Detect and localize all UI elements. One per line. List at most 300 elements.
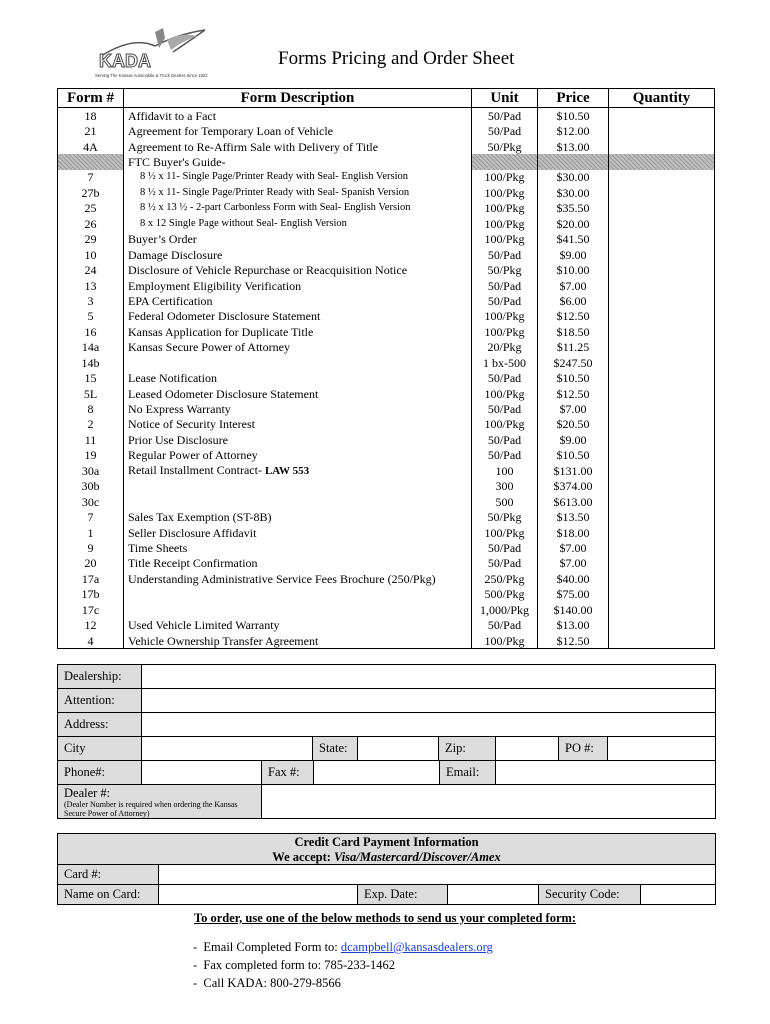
table-row — [58, 463, 715, 478]
table-row — [58, 247, 715, 262]
form-unit: 300 — [472, 479, 538, 494]
form-unit: 50/Pkg — [472, 509, 538, 524]
form-description — [124, 232, 472, 247]
form-description — [124, 170, 472, 185]
quantity-input[interactable] — [609, 247, 715, 262]
form-description — [124, 525, 472, 540]
form-price: $13.50 — [538, 509, 609, 524]
table-row — [58, 448, 715, 463]
quantity-input[interactable] — [609, 479, 715, 494]
form-number: 7 — [87, 510, 94, 525]
form-price — [538, 154, 609, 169]
form-number: 25 — [84, 201, 97, 216]
form-unit: 50/Pad — [472, 401, 538, 416]
form-description — [124, 216, 472, 231]
form-unit: 100/Pkg — [472, 386, 538, 401]
form-description-text: EPA Certification — [128, 293, 213, 308]
form-number: 11 — [84, 432, 97, 447]
quantity-input[interactable] — [609, 556, 715, 571]
form-price: $6.00 — [538, 293, 609, 308]
fax-input[interactable] — [313, 761, 439, 784]
form-description-text: Federal Odometer Disclosure Statement — [128, 309, 321, 324]
form-unit: 100/Pkg — [472, 417, 538, 432]
card-number-row — [58, 865, 715, 885]
table-row — [58, 370, 715, 385]
form-description-text: Understanding Administrative Service Fees Brochure (250/Pkg) — [128, 571, 436, 586]
security-code-input[interactable] — [640, 885, 715, 904]
header-form-number: Form # — [58, 89, 124, 108]
form-price: $12.50 — [538, 633, 609, 649]
form-description — [124, 293, 472, 308]
table-row — [58, 201, 715, 216]
form-unit: 50/Pad — [472, 432, 538, 447]
form-number: 14a — [81, 340, 100, 355]
form-price: $13.00 — [538, 617, 609, 632]
credit-card-form — [57, 833, 716, 905]
form-price: $20.00 — [538, 216, 609, 231]
table-row — [58, 494, 715, 509]
table-row — [58, 170, 715, 185]
form-unit: 100/Pkg — [472, 232, 538, 247]
city-label: City — [58, 737, 141, 760]
form-price: $18.00 — [538, 525, 609, 540]
header-form-description: Form Description — [124, 89, 472, 108]
form-description-text: Sales Tax Exemption (ST-8B) — [128, 510, 272, 525]
form-price: $374.00 — [538, 479, 609, 494]
form-price: $20.50 — [538, 417, 609, 432]
form-description-text: 8 x 12 Single Page without Seal- English Version — [140, 217, 347, 229]
form-number: 17c — [81, 602, 100, 617]
form-unit: 50/Pad — [472, 123, 538, 138]
quantity-input[interactable] — [609, 262, 715, 277]
form-description-text: Agreement for Temporary Loan of Vehicle — [128, 124, 333, 139]
form-unit: 100/Pkg — [472, 185, 538, 200]
name-on-card-input[interactable] — [158, 885, 357, 904]
quantity-input[interactable] — [609, 324, 715, 339]
attention-input[interactable] — [141, 689, 715, 712]
table-row — [58, 324, 715, 339]
quantity-input[interactable] — [609, 525, 715, 540]
form-description-text: 8 ½ x 11- Single Page/Printer Ready with Seal- English Version — [140, 171, 409, 183]
form-description-bold: LAW 553 — [264, 465, 310, 478]
table-row — [58, 617, 715, 632]
form-unit: 100/Pkg — [472, 633, 538, 649]
form-number: 9 — [87, 540, 94, 555]
form-price: $30.00 — [538, 170, 609, 185]
exp-date-input[interactable] — [447, 885, 538, 904]
accepted-cards-list: Visa/Mastercard/Discover/Amex — [334, 850, 501, 864]
form-number: 17a — [81, 571, 100, 586]
form-description-text: Leased Odometer Disclosure Statement — [128, 386, 319, 401]
table-row — [58, 262, 715, 277]
form-description — [124, 355, 472, 370]
quantity-input[interactable] — [609, 540, 715, 555]
form-unit: 50/Pad — [472, 617, 538, 632]
form-description — [124, 278, 472, 293]
quantity-input[interactable] — [609, 602, 715, 617]
table-row — [58, 417, 715, 432]
table-row — [58, 602, 715, 617]
form-number: 10 — [84, 247, 97, 262]
quantity-input — [609, 154, 715, 169]
form-price: $12.00 — [538, 123, 609, 138]
form-price: $613.00 — [538, 494, 609, 509]
order-method-email: - Email Completed Form to: dcampbell@kansasdealers.org — [193, 940, 493, 954]
header-unit: Unit — [472, 89, 538, 108]
forms-pricing-table — [57, 88, 715, 649]
form-number: 29 — [84, 232, 97, 247]
form-description — [124, 494, 472, 509]
form-description — [124, 139, 472, 154]
form-number: 15 — [84, 371, 97, 386]
quantity-input[interactable] — [609, 432, 715, 447]
form-description-text: 8 ½ x 13 ½ - 2-part Carbonless Form with Seal- English Version — [140, 202, 411, 214]
form-price: $131.00 — [538, 463, 609, 478]
quantity-input[interactable] — [609, 509, 715, 524]
form-number: 16 — [84, 324, 97, 339]
form-unit: 100/Pkg — [472, 324, 538, 339]
name-on-card-row — [58, 885, 715, 904]
form-number: 26 — [84, 216, 97, 231]
form-price: $12.50 — [538, 309, 609, 324]
table-row — [58, 355, 715, 370]
credit-card-title: Credit Card Payment Information — [294, 835, 479, 849]
table-row — [58, 432, 715, 447]
quantity-input[interactable] — [609, 355, 715, 370]
quantity-input[interactable] — [609, 386, 715, 401]
form-description — [124, 633, 472, 649]
form-description-text: Buyer’s Order — [128, 232, 197, 247]
po-label: PO #: — [558, 737, 608, 760]
form-price: $247.50 — [538, 355, 609, 370]
state-input[interactable] — [357, 737, 438, 760]
form-price: $35.50 — [538, 201, 609, 216]
form-price: $75.00 — [538, 587, 609, 602]
form-description-text: Time Sheets — [128, 540, 188, 555]
form-unit: 100 — [472, 463, 538, 478]
form-description — [124, 185, 472, 200]
form-unit: 20/Pkg — [472, 340, 538, 355]
form-price: $18.50 — [538, 324, 609, 339]
table-row — [58, 587, 715, 602]
zip-label: Zip: — [438, 737, 496, 760]
form-description-text: Regular Power of Attorney — [128, 448, 258, 463]
form-unit — [472, 154, 538, 169]
form-description-text: Employment Eligibility Verification — [128, 278, 302, 293]
form-description — [124, 262, 472, 277]
form-description-text: Damage Disclosure — [128, 247, 223, 262]
form-number — [58, 154, 124, 169]
form-price: $9.00 — [538, 432, 609, 447]
form-description — [124, 247, 472, 262]
form-description — [124, 571, 472, 586]
dealer-info-form — [57, 664, 716, 819]
card-number-input[interactable] — [158, 865, 715, 884]
fax-label: Fax #: — [261, 761, 314, 784]
form-unit: 50/Pad — [472, 556, 538, 571]
form-description-text: Affidavit to a Fact — [128, 108, 217, 123]
table-row — [58, 479, 715, 494]
form-description-text: 8 ½ x 11- Single Page/Printer Ready with Seal- Spanish Version — [140, 186, 410, 198]
form-number: 19 — [84, 448, 97, 463]
email-prefix: Email Completed Form to: — [203, 940, 341, 954]
accepted-cards-prefix: We accept: — [272, 850, 335, 864]
form-description — [124, 386, 472, 401]
form-price: $13.00 — [538, 139, 609, 154]
form-description — [124, 370, 472, 385]
form-description-text: Prior Use Disclosure — [128, 432, 228, 447]
header-quantity: Quantity — [609, 89, 715, 108]
table-row — [58, 633, 715, 649]
form-number: 30c — [81, 494, 100, 509]
form-description — [124, 154, 472, 169]
table-header-row — [58, 89, 715, 108]
fax-text: Fax completed form to: 785-233-1462 — [203, 958, 396, 972]
table-row — [58, 386, 715, 401]
quantity-input[interactable] — [609, 401, 715, 416]
page-title: Forms Pricing and Order Sheet — [278, 48, 515, 69]
form-number: 2 — [87, 417, 94, 432]
phone-row — [58, 761, 715, 785]
form-price: $9.00 — [538, 247, 609, 262]
quantity-input[interactable] — [609, 370, 715, 385]
quantity-input[interactable] — [609, 463, 715, 478]
city-input[interactable] — [141, 737, 312, 760]
form-unit: 100/Pkg — [472, 216, 538, 231]
call-text: Call KADA: 800-279-8566 — [203, 976, 341, 990]
form-number: 27b — [81, 185, 100, 200]
accepted-cards — [58, 850, 715, 865]
form-description-text: Kansas Secure Power of Attorney — [128, 340, 290, 355]
quantity-input[interactable] — [609, 201, 715, 216]
form-description-text: Lease Notification — [128, 371, 217, 386]
form-number: 5 — [87, 309, 94, 324]
table-row — [58, 309, 715, 324]
form-unit: 50/Pkg — [472, 139, 538, 154]
form-number: 18 — [84, 108, 97, 123]
form-description-text: Agreement to Re-Affirm Sale with Delivery of Title — [128, 139, 379, 154]
form-description — [124, 324, 472, 339]
table-row — [58, 216, 715, 231]
table-row — [58, 139, 715, 154]
state-label: State: — [312, 737, 358, 760]
table-row — [58, 185, 715, 200]
form-description-text: Kansas Application for Duplicate Title — [128, 324, 314, 339]
form-description — [124, 463, 472, 478]
quantity-input[interactable] — [609, 309, 715, 324]
card-number-label: Card #: — [58, 865, 158, 884]
form-unit: 50/Pad — [472, 278, 538, 293]
quantity-input[interactable] — [609, 571, 715, 586]
form-number: 30b — [81, 479, 100, 494]
form-price: $10.50 — [538, 448, 609, 463]
form-price: $10.50 — [538, 370, 609, 385]
quantity-input[interactable] — [609, 185, 715, 200]
table-row — [58, 525, 715, 540]
form-description — [124, 432, 472, 447]
form-price: $7.00 — [538, 540, 609, 555]
form-number: 7 — [87, 170, 94, 185]
exp-date-label: Exp. Date: — [357, 885, 448, 904]
form-description-text: Retail Installment Contract- — [128, 463, 262, 478]
quantity-input[interactable] — [609, 278, 715, 293]
logo-text: KADA — [99, 51, 151, 71]
email-label: Email: — [439, 761, 496, 784]
table-row — [58, 232, 715, 247]
table-row — [58, 401, 715, 416]
form-unit: 100/Pkg — [472, 170, 538, 185]
table-row — [58, 340, 715, 355]
form-unit: 500/Pkg — [472, 587, 538, 602]
form-number: 17b — [81, 587, 100, 602]
form-unit: 250/Pkg — [472, 571, 538, 586]
form-unit: 100/Pkg — [472, 525, 538, 540]
form-number: 24 — [84, 263, 97, 278]
table-row — [58, 154, 715, 169]
quantity-input[interactable] — [609, 417, 715, 432]
quantity-input[interactable] — [609, 617, 715, 632]
city-row — [58, 737, 715, 761]
form-price: $40.00 — [538, 571, 609, 586]
form-price: $12.50 — [538, 386, 609, 401]
form-number: 21 — [84, 124, 97, 139]
form-number: 8 — [87, 402, 94, 417]
form-unit: 1,000/Pkg — [472, 602, 538, 617]
form-unit: 100/Pkg — [472, 201, 538, 216]
logo-tagline: Serving The Kansas Automobile & Truck Dealers Since 1922 — [95, 73, 208, 78]
form-number: 20 — [84, 556, 97, 571]
form-description — [124, 479, 472, 494]
form-description — [124, 401, 472, 416]
form-number: 12 — [84, 618, 97, 633]
form-number: 4A — [83, 139, 98, 154]
form-description-text: Title Receipt Confirmation — [128, 556, 258, 571]
quantity-input[interactable] — [609, 293, 715, 308]
form-number: 30a — [81, 463, 100, 478]
form-description — [124, 340, 472, 355]
quantity-input[interactable] — [609, 232, 715, 247]
form-description — [124, 602, 472, 617]
security-code-label: Security Code: — [538, 885, 641, 904]
table-row — [58, 540, 715, 555]
table-row — [58, 571, 715, 586]
form-number: 1 — [87, 525, 94, 540]
form-unit: 50/Pad — [472, 448, 538, 463]
dealer-number-label-cell — [58, 785, 261, 818]
po-input[interactable] — [607, 737, 715, 760]
order-method-call: - Call KADA: 800-279-8566 — [193, 976, 341, 990]
form-price: $7.00 — [538, 401, 609, 416]
email-input[interactable] — [495, 761, 715, 784]
kada-logo — [93, 26, 213, 80]
quantity-input[interactable] — [609, 587, 715, 602]
quantity-input[interactable] — [609, 633, 715, 649]
form-price: $7.00 — [538, 278, 609, 293]
address-row — [58, 713, 715, 737]
table-row — [58, 293, 715, 308]
quantity-input[interactable] — [609, 216, 715, 231]
form-unit: 500 — [472, 494, 538, 509]
order-instructions-heading: To order, use one of the below methods to send us your completed form: — [193, 911, 577, 925]
table-row — [58, 108, 715, 124]
zip-input[interactable] — [495, 737, 558, 760]
dealer-number-label: Dealer #: — [64, 786, 111, 800]
name-on-card-label: Name on Card: — [58, 885, 158, 904]
form-unit: 100/Pkg — [472, 309, 538, 324]
table-row — [58, 509, 715, 524]
quantity-input[interactable] — [609, 170, 715, 185]
form-description — [124, 509, 472, 524]
form-unit: 50/Pad — [472, 108, 538, 124]
attention-label: Attention: — [58, 689, 141, 712]
form-description — [124, 448, 472, 463]
address-input[interactable] — [141, 713, 715, 736]
form-price: $41.50 — [538, 232, 609, 247]
dealership-label: Dealership: — [58, 665, 141, 688]
table-row — [58, 278, 715, 293]
dealership-input[interactable] — [141, 665, 715, 688]
form-number: 5L — [83, 386, 98, 401]
form-description — [124, 617, 472, 632]
credit-card-header — [58, 834, 715, 865]
form-description — [124, 123, 472, 138]
form-description — [124, 417, 472, 432]
form-unit: 50/Pkg — [472, 262, 538, 277]
order-method-fax: - Fax completed form to: 785-233-1462 — [193, 958, 396, 972]
quantity-input[interactable] — [609, 123, 715, 138]
quantity-input[interactable] — [609, 494, 715, 509]
form-description — [124, 309, 472, 324]
dealer-number-row — [58, 785, 715, 818]
address-label: Address: — [58, 713, 141, 736]
dealer-number-input[interactable] — [261, 785, 715, 818]
form-description — [124, 587, 472, 602]
form-unit: 50/Pad — [472, 370, 538, 385]
order-methods-list — [193, 938, 493, 992]
form-price: $30.00 — [538, 185, 609, 200]
form-price: $7.00 — [538, 556, 609, 571]
form-unit: 50/Pad — [472, 247, 538, 262]
form-description — [124, 201, 472, 216]
form-description-text: Seller Disclosure Affidavit — [128, 525, 257, 540]
form-price: $10.50 — [538, 108, 609, 124]
quantity-input[interactable] — [609, 108, 715, 124]
form-description-text: No Express Warranty — [128, 402, 231, 417]
phone-input[interactable] — [141, 761, 261, 784]
quantity-input[interactable] — [609, 448, 715, 463]
dealership-row — [58, 665, 715, 689]
form-price: $10.00 — [538, 262, 609, 277]
form-price: $11.25 — [538, 340, 609, 355]
form-description — [124, 540, 472, 555]
table-row — [58, 556, 715, 571]
form-unit: 1 bx-500 — [472, 355, 538, 370]
header-price: Price — [538, 89, 609, 108]
form-unit: 50/Pad — [472, 540, 538, 555]
form-description — [124, 108, 472, 124]
form-number: 13 — [84, 278, 97, 293]
form-description-text: Used Vehicle Limited Warranty — [128, 618, 280, 633]
form-unit: 50/Pad — [472, 293, 538, 308]
dealer-number-note: (Dealer Number is required when ordering the Kansas Secure Power of Attorney) — [64, 800, 238, 818]
attention-row — [58, 689, 715, 713]
quantity-input[interactable] — [609, 139, 715, 154]
quantity-input[interactable] — [609, 340, 715, 355]
form-number: 4 — [58, 633, 124, 649]
form-number: 14b — [81, 355, 100, 370]
email-link[interactable]: dcampbell@kansasdealers.org — [340, 940, 493, 954]
form-description-text: Disclosure of Vehicle Repurchase or Reacquisition Notice — [128, 263, 408, 278]
